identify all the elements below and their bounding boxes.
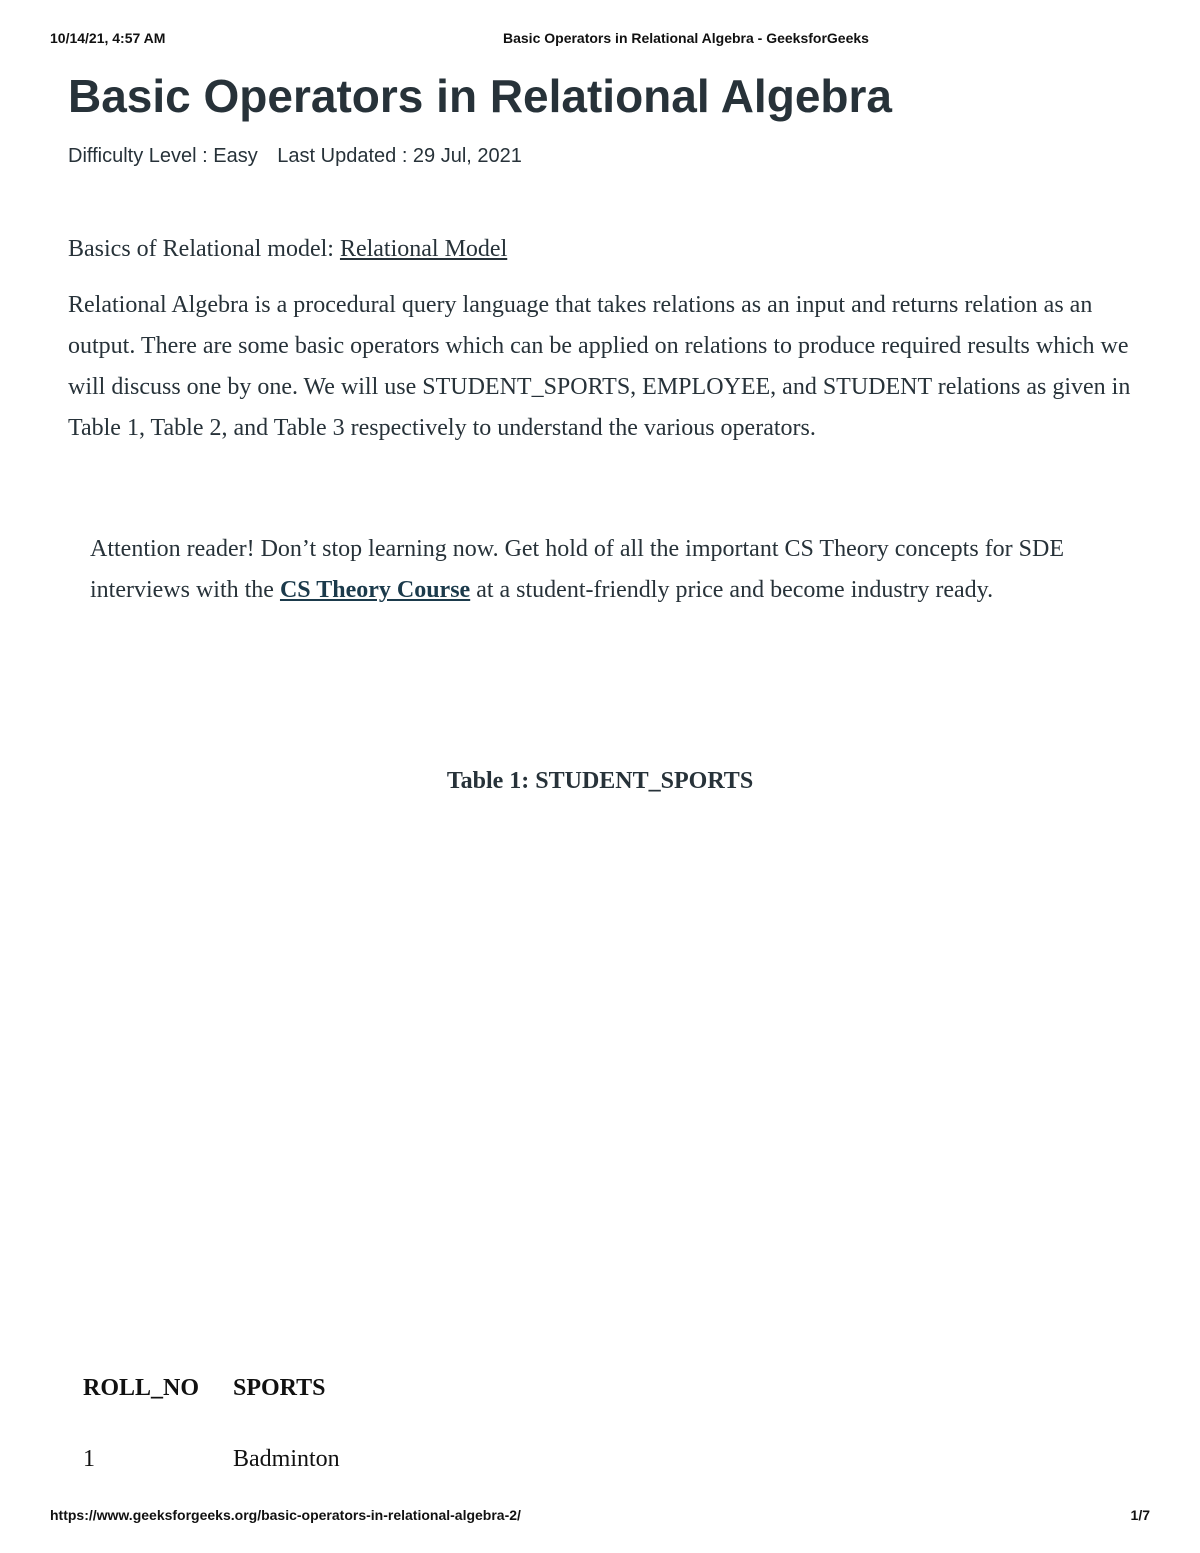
print-page-title: Basic Operators in Relational Algebra - GeeksforGeeks	[503, 30, 869, 46]
table-header-roll-no: ROLL_NO	[83, 1375, 200, 1401]
difficulty-level: Difficulty Level : Easy	[68, 145, 258, 167]
relational-model-link[interactable]: Relational Model	[339, 236, 508, 262]
article-meta	[68, 145, 522, 168]
basics-prefix: Basics of Relational model:	[68, 236, 340, 262]
article-title: Basic Operators in Relational Algebra	[68, 70, 892, 122]
print-url: https://www.geeksforgeeks.org/basic-operators-in-relational-algebra-2/	[50, 1507, 521, 1523]
attention-paragraph	[90, 529, 1130, 611]
attention-prefix: Attention reader! Don’t stop learning now. Get hold of all the important CS Theory concepts for SDE interviews with the	[90, 536, 1065, 603]
table-caption: Table 1: STUDENT_SPORTS	[446, 768, 754, 794]
table-cell-sports: Badminton	[233, 1446, 340, 1472]
last-updated: Last Updated : 29 Jul, 2021	[277, 145, 522, 167]
basics-paragraph	[68, 229, 507, 270]
intro-paragraph: Relational Algebra is a procedural query language that takes relations as an input and returns relation as an output. There are some basic operators which can be applied on relations to produce required results which we will discuss one by one. We will use STUDENT_SPORTS, EMPLOYEE, and STUDENT relations as given in Table 1, Table 2, and Table 3 respectively to understand the various operators.	[68, 292, 1131, 441]
print-datetime: 10/14/21, 4:57 AM	[50, 30, 166, 46]
attention-suffix: at a student-friendly price and become industry ready.	[470, 577, 994, 603]
table-cell-roll-no: 1	[83, 1446, 95, 1472]
cs-theory-course-link[interactable]: CS Theory Course	[279, 577, 471, 603]
table-header-sports: SPORTS	[233, 1375, 326, 1401]
print-page-number: 1/7	[1130, 1507, 1150, 1523]
